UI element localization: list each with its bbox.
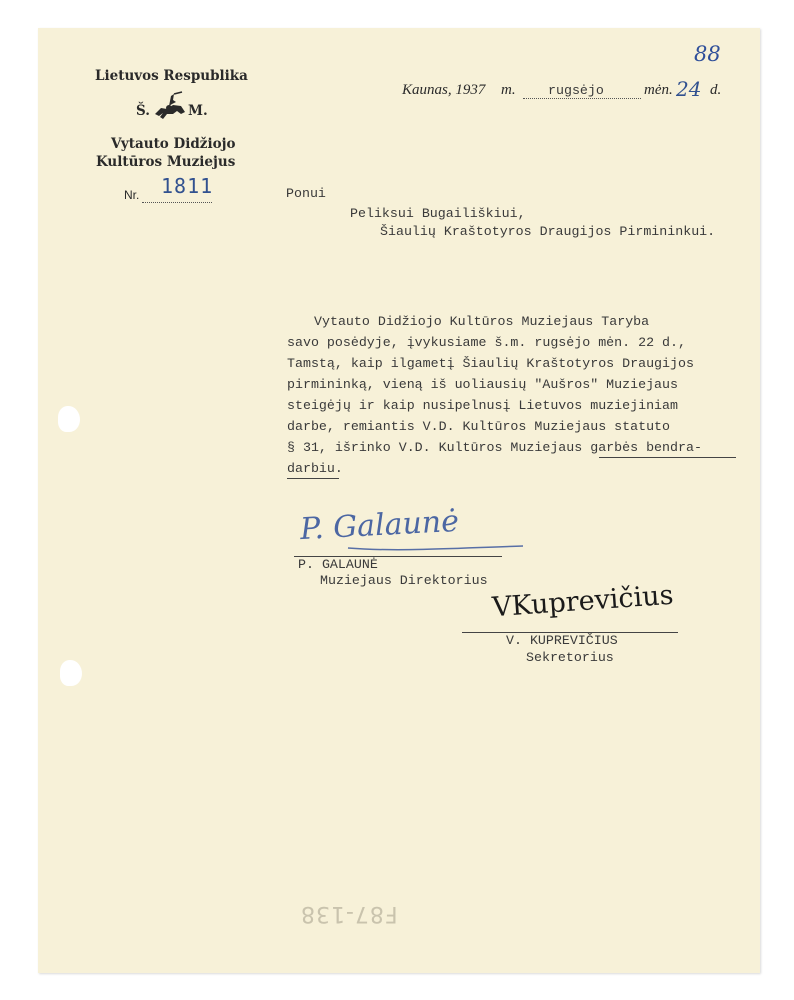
letterhead-sm-right: M. xyxy=(188,103,208,119)
signature-kuprevicius xyxy=(491,580,674,624)
vytis-emblem-icon xyxy=(151,90,189,124)
body-line: steigėjų ir kaip nusipelnusį Lietuvos muziejiniam xyxy=(287,398,678,413)
dateline-city-year: Kaunas, 1937 xyxy=(402,82,486,98)
body-line: § 31, išrinko V.D. Kultūros Muziejaus garbės bendra- xyxy=(287,440,702,455)
letterhead-sm-left: Š. xyxy=(136,103,150,119)
signatory2-role: Sekretorius xyxy=(526,650,614,665)
letterhead-republic: Lietuvos Respublika xyxy=(95,68,248,84)
letterhead-nr-value: 1811 xyxy=(161,174,214,198)
underline-garbes xyxy=(599,457,736,458)
letterhead-museum-line2: Kultūros Muziejus xyxy=(96,154,236,170)
dateline-month: rugsėjo xyxy=(548,83,604,98)
month-dotted-line xyxy=(523,98,641,99)
dateline-d-label: d. xyxy=(710,82,722,98)
signature-kuprevicius-text: VKuprevičius xyxy=(491,579,675,624)
body-line: pirmininką, vieną iš uoliausių "Aušros" Muziejaus xyxy=(287,377,678,392)
nr-dotted-line xyxy=(142,202,212,203)
addressee-name: Peliksui Bugailiškiui, xyxy=(350,206,526,221)
signature-galaune-flourish xyxy=(338,528,528,558)
punch-hole-top xyxy=(58,406,80,432)
signatory2-name: V. KUPREVIČIUS xyxy=(506,633,618,648)
addressee-salutation: Ponui xyxy=(286,186,326,201)
letter-paper xyxy=(38,28,760,973)
corner-number: 88 xyxy=(694,42,721,66)
body-line: savo posėdyje, įvykusiame š.m. rugsėjo mėn. 22 d., xyxy=(287,335,686,350)
letterhead-museum-line1: Vytauto Didžiojo xyxy=(111,136,236,152)
dateline-m-label: m. xyxy=(501,82,516,98)
dateline-day: 24 xyxy=(676,77,702,101)
dateline-men-label: mėn. xyxy=(644,82,673,98)
underline-darbiu xyxy=(287,478,339,479)
addressee-title: Šiaulių Kraštotyros Draugijos Pirmininkui. xyxy=(380,224,716,239)
body-line: Vytauto Didžiojo Kultūros Muziejaus Taryba xyxy=(314,314,650,329)
letterhead-nr-label: Nr. xyxy=(124,188,140,202)
body-line: darbe, remiantis V.D. Kultūros Muziejaus statuto xyxy=(287,419,671,434)
signature-galaune-text: P. Galaunė xyxy=(299,503,460,548)
signatory1-role: Muziejaus Direktorius xyxy=(320,573,488,588)
archive-mark: F87-138 xyxy=(300,901,398,926)
signatory1-name: P. GALAUNĖ xyxy=(298,557,378,572)
body-line: Tamstą, kaip ilgametį Šiaulių Kraštotyros Draugijos xyxy=(287,356,694,371)
punch-hole-bottom xyxy=(60,660,82,686)
body-line: darbiu. xyxy=(287,461,343,476)
